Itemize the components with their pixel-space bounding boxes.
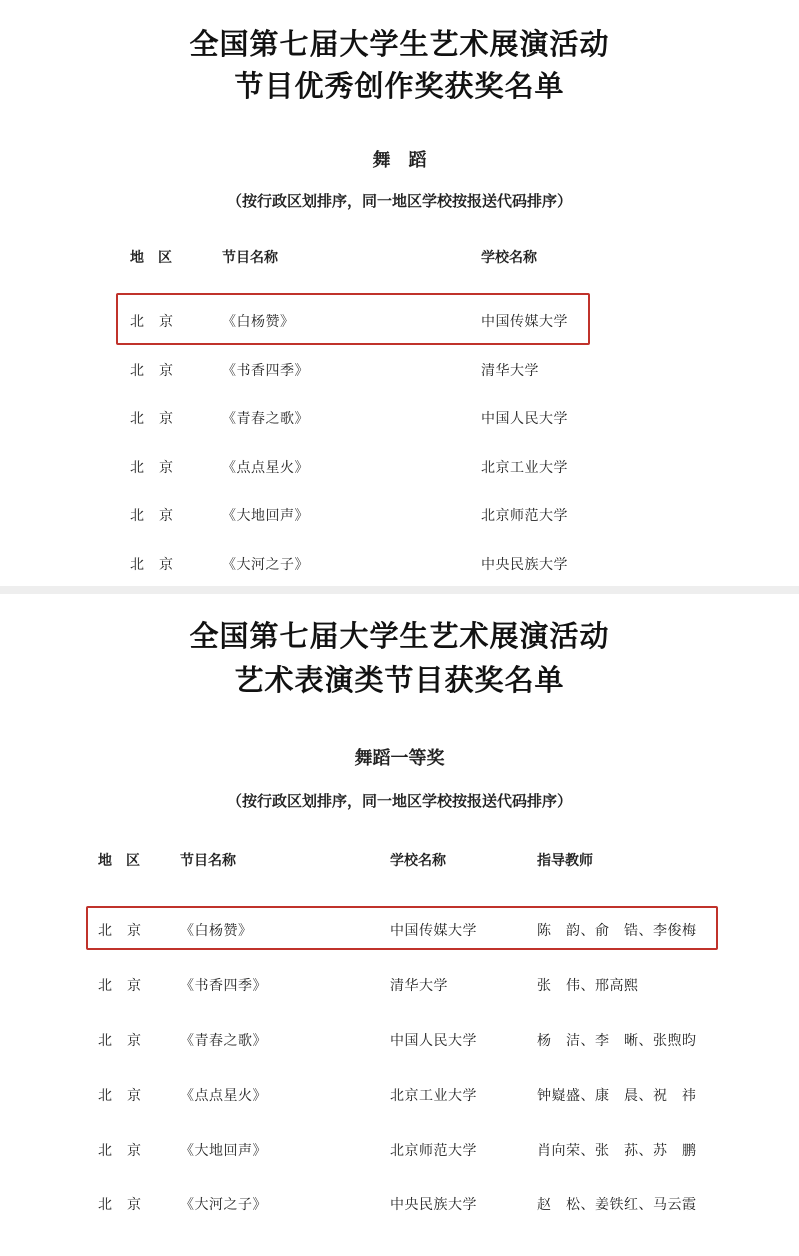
cell-school: 北京师范大学 <box>390 1143 477 1159</box>
cell-region: 北 京 <box>98 1197 142 1213</box>
category-heading: 舞 蹈 <box>372 150 427 171</box>
table-row <box>0 914 799 944</box>
table-row <box>0 499 799 529</box>
cell-teacher: 肖向荣、张 荪、苏 鹏 <box>537 1143 697 1159</box>
header-region: 地 区 <box>130 250 172 266</box>
sorting-note: （按行政区划排序，同一地区学校按报送代码排序） <box>226 792 572 810</box>
page-title: 全国第七届大学生艺术展演活动 <box>189 619 610 653</box>
cell-region: 北 京 <box>98 978 142 994</box>
award-list-performance <box>0 594 799 1256</box>
table-row <box>0 548 799 578</box>
cell-school: 中央民族大学 <box>481 557 568 573</box>
sorting-note: （按行政区划排序，同一地区学校按报送代码排序） <box>226 192 572 210</box>
cell-school: 清华大学 <box>390 978 448 994</box>
cell-program: 《青春之歌》 <box>222 411 309 427</box>
cell-school: 中国传媒大学 <box>390 923 477 939</box>
cell-teacher: 钟嶷盛、康 晨、祝 祎 <box>537 1088 697 1104</box>
cell-region: 北 京 <box>130 363 174 379</box>
table-row <box>0 1079 799 1109</box>
cell-program: 《点点星火》 <box>222 460 309 476</box>
cell-teacher: 张 伟、邢高熙 <box>537 978 639 994</box>
cell-school: 中国人民大学 <box>390 1033 477 1049</box>
cell-program: 《青春之歌》 <box>180 1033 267 1049</box>
cell-region: 北 京 <box>98 923 142 939</box>
cell-region: 北 京 <box>98 1033 142 1049</box>
category-heading: 舞蹈一等奖 <box>354 748 445 769</box>
award-list-creation <box>0 0 799 586</box>
table-row <box>0 402 799 432</box>
section-divider <box>0 586 799 594</box>
cell-teacher: 杨 洁、李 晰、张煦昀 <box>537 1033 697 1049</box>
header-program: 节目名称 <box>180 853 236 869</box>
cell-teacher: 赵 松、姜铁红、马云霞 <box>537 1197 697 1213</box>
cell-school: 北京工业大学 <box>390 1088 477 1104</box>
cell-region: 北 京 <box>130 508 174 524</box>
cell-region: 北 京 <box>98 1088 142 1104</box>
cell-school: 北京工业大学 <box>481 460 568 476</box>
header-region: 地 区 <box>98 853 140 869</box>
cell-region: 北 京 <box>130 460 174 476</box>
header-school: 学校名称 <box>390 853 446 869</box>
cell-school: 中国传媒大学 <box>481 314 568 330</box>
cell-program: 《大地回声》 <box>180 1143 267 1159</box>
cell-program: 《点点星火》 <box>180 1088 267 1104</box>
cell-teacher: 陈 韵、俞 锆、李俊梅 <box>537 923 697 939</box>
cell-program: 《书香四季》 <box>180 978 267 994</box>
cell-school: 中国人民大学 <box>481 411 568 427</box>
cell-region: 北 京 <box>130 314 174 330</box>
table-row <box>0 1024 799 1054</box>
cell-region: 北 京 <box>98 1143 142 1159</box>
table-row <box>0 305 799 335</box>
header-teacher: 指导教师 <box>537 853 593 869</box>
cell-school: 北京师范大学 <box>481 508 568 524</box>
page-subtitle: 艺术表演类节目获奖名单 <box>234 663 565 697</box>
page-title: 全国第七届大学生艺术展演活动 <box>189 27 610 61</box>
table-row <box>0 969 799 999</box>
table-row <box>0 1134 799 1164</box>
table-row <box>0 451 799 481</box>
cell-program: 《白杨赞》 <box>222 314 295 330</box>
cell-program: 《白杨赞》 <box>180 923 253 939</box>
cell-program: 《书香四季》 <box>222 363 309 379</box>
cell-school: 中央民族大学 <box>390 1197 477 1213</box>
table-row <box>0 354 799 384</box>
header-school: 学校名称 <box>481 250 537 266</box>
cell-program: 《大河之子》 <box>180 1197 267 1213</box>
cell-program: 《大地回声》 <box>222 508 309 524</box>
cell-school: 清华大学 <box>481 363 539 379</box>
page-subtitle: 节目优秀创作奖获奖名单 <box>234 69 565 103</box>
cell-region: 北 京 <box>130 411 174 427</box>
header-program: 节目名称 <box>222 250 278 266</box>
cell-region: 北 京 <box>130 557 174 573</box>
cell-program: 《大河之子》 <box>222 557 309 573</box>
table-row <box>0 1188 799 1218</box>
